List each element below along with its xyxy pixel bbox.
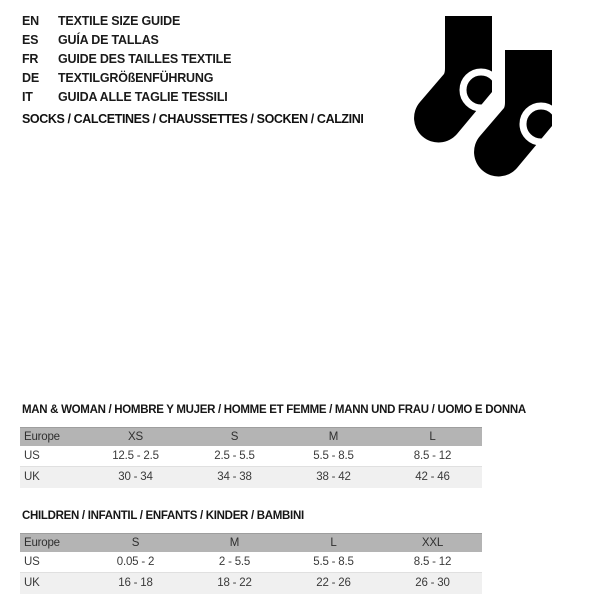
- language-row-en: [22, 11, 231, 30]
- table-row-uk: [20, 467, 482, 488]
- language-list: [22, 11, 231, 106]
- column-header-m: M: [328, 430, 339, 443]
- size-cell: 0.05 - 2: [116, 555, 155, 568]
- language-code: IT: [22, 89, 33, 104]
- language-label: TEXTILE SIZE GUIDE: [58, 13, 181, 28]
- size-cell: 16 - 18: [118, 577, 153, 590]
- table-row-uk: [20, 573, 482, 594]
- adult-size-table: [20, 427, 482, 488]
- size-cell: 2.5 - 5.5: [214, 449, 255, 462]
- language-code: DE: [22, 70, 39, 85]
- language-code: EN: [22, 13, 39, 28]
- language-code: FR: [22, 51, 39, 66]
- language-label: GUÍA DE TALLAS: [58, 32, 159, 47]
- socks-icon: [395, 16, 575, 196]
- size-table-adult: [20, 404, 526, 488]
- row-label: US: [24, 555, 40, 568]
- size-cell: 34 - 38: [217, 471, 252, 484]
- adult-table-title: MAN & WOMAN / HOMBRE Y MUJER / HOMME ET FEMME / MANN UND FRAU / UOMO E DONNA: [22, 404, 526, 416]
- language-row-es: [22, 30, 231, 49]
- category-title: SOCKS / CALCETINES / CHAUSSETTES / SOCKEN / CALZINI: [22, 112, 364, 126]
- size-cell: 8.5 - 12: [413, 449, 452, 462]
- size-cell: 38 - 42: [316, 471, 351, 484]
- children-table-title: CHILDREN / INFANTIL / ENFANTS / KINDER / BAMBINI: [22, 510, 304, 522]
- language-label: TEXTILGRÖßENFÜHRUNG: [58, 70, 214, 85]
- language-label: GUIDA ALLE TAGLIE TESSILI: [58, 89, 228, 104]
- size-cell: 12.5 - 2.5: [112, 449, 159, 462]
- column-header-region: Europe: [24, 536, 60, 549]
- row-label: UK: [24, 471, 40, 484]
- language-row-de: [22, 68, 231, 87]
- row-label: US: [24, 449, 40, 462]
- children-size-table: [20, 533, 482, 594]
- table-row-us: [20, 552, 482, 573]
- column-header-xxl: XXL: [421, 536, 444, 549]
- language-row-fr: [22, 49, 231, 68]
- size-cell: 5.5 - 8.5: [313, 449, 354, 462]
- table-row-us: [20, 446, 482, 467]
- size-cell: 22 - 26: [316, 577, 351, 590]
- column-header-s: S: [230, 430, 239, 443]
- size-cell: 26 - 30: [415, 577, 450, 590]
- column-header-region: Europe: [24, 430, 60, 443]
- size-cell: 30 - 34: [118, 471, 153, 484]
- column-header-l: L: [330, 536, 337, 549]
- column-header-l: L: [429, 430, 436, 443]
- language-row-it: [22, 87, 231, 106]
- children-header-row: [20, 534, 482, 552]
- size-cell: 8.5 - 12: [413, 555, 452, 568]
- size-cell: 42 - 46: [415, 471, 450, 484]
- size-cell: 18 - 22: [217, 577, 252, 590]
- row-label: UK: [24, 577, 40, 590]
- column-header-xs: XS: [128, 430, 143, 443]
- language-label: GUIDE DES TAILLES TEXTILE: [58, 51, 232, 66]
- size-table-children: [20, 510, 482, 594]
- adult-header-row: [20, 428, 482, 446]
- column-header-m: M: [229, 536, 240, 549]
- language-code: ES: [22, 32, 39, 47]
- size-cell: 5.5 - 8.5: [313, 555, 354, 568]
- column-header-s: S: [131, 536, 140, 549]
- size-cell: 2 - 5.5: [218, 555, 251, 568]
